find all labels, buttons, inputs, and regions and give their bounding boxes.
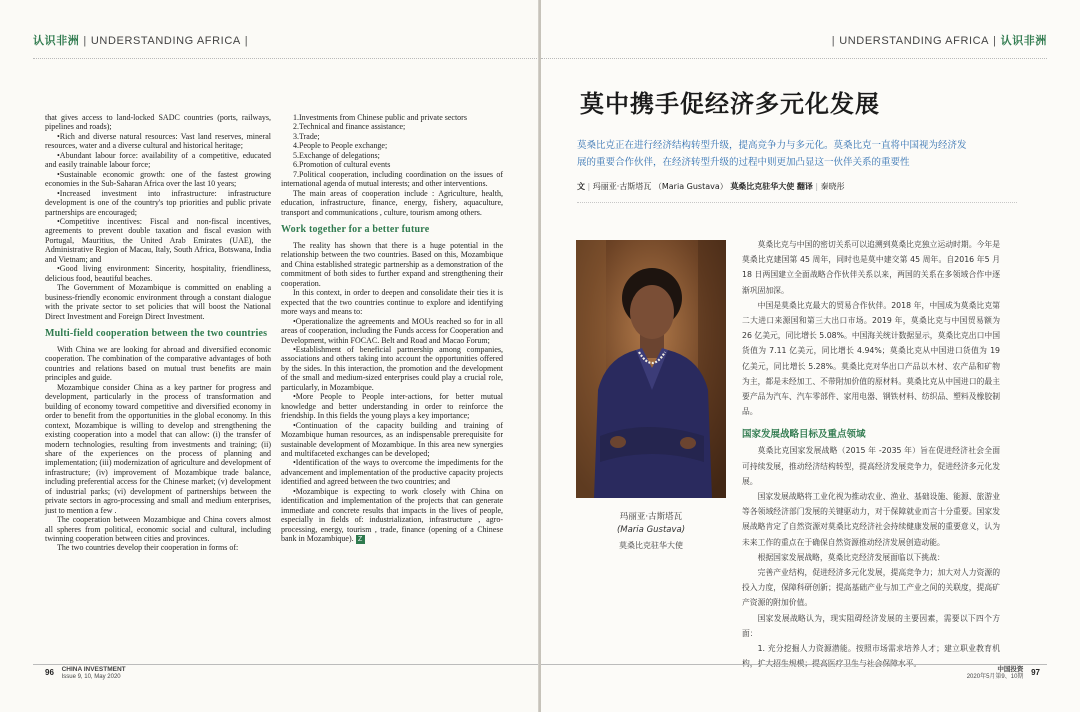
caption-name-cn: 玛丽亚·古斯塔瓦: [619, 512, 683, 522]
paragraph: 中国是莫桑比克最大的贸易合作伙伴。2018 年，中国成为莫桑比克第二大进口来源国和第三大出口市场。2019 年，莫桑比克与中国贸易额为 26 亿美元，同比增长 5.08%。中国海关统计数据显示，莫桑比克出口中国货值为 7.11 亿美元，同比增长 4.94%；莫桑比克从中国进口货值为 19 亿美元，同比增长 5.28%。莫桑比克对华出口产品以木材、农产品和矿物为主，都是未经加工、不带附加价值的原材料。莫桑比克从中国进口的最主要产品为汽车、汽车零部件、家用电器、钢铁材料、纺织品、塑料及橡胶制品。: [742, 300, 1000, 417]
paragraph: 1. 充分挖掘人力资源潜能。按照市场需求培养人才；建立职业教育机构，扩大招生规模；提高医疗卫生与社会保障水平。: [742, 644, 1000, 669]
magazine-name: 中国投资: [997, 666, 1024, 673]
footer-right: [967, 666, 1040, 681]
header-separator: |: [993, 35, 997, 47]
footer-rule: [33, 664, 539, 665]
list-item: 3.Trade;: [293, 131, 320, 141]
bullet-item: •Rich and diverse natural resources: Vast land reserves, mineral resources, water and a diverse cultural and historical heritage;: [45, 131, 271, 151]
list-item: 1.Investments from Chinese public and private sectors: [293, 113, 467, 122]
english-column-2: [281, 113, 503, 544]
article-dek-line: 展的重要合作伙伴，在经济转型升级的过程中则更加凸显这一伙伴关系的重要性: [577, 157, 910, 168]
byline-role: 莫桑比克驻华大使: [730, 182, 795, 191]
bullet-item: •Identification of the ways to overcome the impediments for the advancement and implementation of the productive capacity projects identified and agreed between the two countries; and: [281, 458, 503, 487]
header-rule: [541, 58, 1047, 59]
footer-left: [45, 666, 126, 681]
paragraph: 莫桑比克国家发展战略（2015 年 -2035 年）旨在促进经济社会全面可持续发展，推动经济结构转型，提高经济发展竞争力，促进经济多元化发展。: [742, 446, 1000, 486]
section-label-en: UNDERSTANDING AFRICA: [90, 35, 241, 47]
byline: 文 | 玛丽亚·古斯塔瓦 （Maria Gustava） 莫桑比克驻华大使 翻译 | 秦晓彤: [577, 182, 845, 191]
list-item: 2.Technical and finance assistance;: [293, 122, 406, 132]
byline-author: 玛丽亚·古斯塔瓦 （Maria Gustava）: [592, 182, 728, 191]
running-header-left: [33, 32, 252, 48]
bullet-item: •Increased investment into infrastructure: infrastructure development is one of the country's top priorities and public private partnerships are encouraged;: [45, 188, 271, 217]
section-heading: Work together for a better future: [281, 223, 430, 235]
bullet-item: •Good living environment: Sincerity, hospitality, friendliness, delicious food, beautiful beaches.: [45, 264, 271, 283]
list-item: 5.Exchange of delegations;: [293, 150, 380, 160]
running-header-right: [828, 32, 1047, 48]
article-dek-line: 莫桑比克正在进行经济结构转型升级，提高竞争力与多元化。莫桑比克一直将中国视为经济发: [577, 140, 967, 151]
portrait-illustration: [576, 240, 726, 498]
caption-name-en: (Maria Gustava): [616, 525, 686, 535]
bullet-item: •More People to People inter-actions, for better mutual knowledge and better understanding in order to reinforce the friendship. In this fields the young plays a key importance;: [281, 392, 503, 421]
paragraph: that gives access to land-locked SADC countries (ports, railways, pipelines and roads);: [45, 113, 271, 132]
bullet-item: •Operationalize the agreements and MOUs reached so for in all areas of cooperation, including the Funds access for Cooperation and Development, within FOCAC. Belt and Road and Macao Forum;: [281, 316, 503, 345]
bullet-item: [281, 487, 503, 544]
header-rule: [33, 58, 539, 59]
paragraph: With China we are looking for abroad and diversified economic cooperation. The combination of the comparative advantages of both countries and relations based on mutual trust benefits are main principles and guide.: [45, 344, 271, 383]
paragraph: The cooperation between Mozambique and China covers almost all spheres from political, economic social and cultural, including twinning cooperation between cities and provinces.: [45, 515, 271, 544]
bullet-item: •Establishment of beneficial partnership among companies, associations and others taking into account the opportunities offered by the sides. In this interaction, the promotion and the development of the small and medium-sized enterprises could play a crucial role, particularly, in Mozambique.: [281, 344, 503, 392]
byline-translator: 秦晓彤: [820, 182, 845, 191]
bullet-text: •Mozambique is expecting to work closely with China on identification and implementation of the projects that can generate immediate and concrete results that impacts in the lives of people, especially in fields of: industrialization, infrastructure , agro-processing, energy, tourism , trade, finance (opening of a Chinese bank in Mozambique).: [281, 486, 503, 544]
issue-info: 2020年5月第9、10期: [966, 674, 1024, 680]
bullet-item: •Competitive incentives: Fiscal and non-fiscal incentives, agreements to prevent double taxation and fiscal evasion with Portugal, Mauritius, the United Arab Emirates (UAE), the Administrative Region of Macau, Italy, South Africa, Botswana, India and Vietnam; and: [45, 216, 271, 264]
article-headline: 莫中携手促经济多元化发展: [580, 90, 880, 118]
page-number: 97: [1031, 668, 1040, 678]
list-item: 7.Political cooperation, including coordination on the issues of international agenda of mutual interests; and other interventions.: [281, 169, 503, 189]
header-separator: |: [244, 35, 249, 47]
section-label-cn: 认识非洲: [33, 35, 80, 47]
paragraph: The Government of Mozambique is committed on enabling a business-friendly economic environment through a constant dialogue with the private sector to set policies that will boost the National Direct Investment and Foreign Direct Investment.: [45, 283, 271, 321]
bullet-item: •Sustainable economic growth: one of the fastest growing economies in the Sub-Saharan Africa over the last 10 years;: [45, 169, 271, 189]
issue-info: Issue 9, 10, May 2020: [61, 674, 121, 680]
byline-rule: [577, 202, 1017, 203]
caption-title: 莫桑比克驻华大使: [619, 541, 683, 550]
article-end-mark: Z: [356, 535, 365, 544]
section-label-cn: 认识非洲: [1000, 35, 1047, 47]
header-separator: |: [831, 35, 836, 47]
paragraph: 国家发展战略认为，现实阻碍经济发展的主要因素，需要以下四个方面：: [742, 613, 1000, 638]
page-number: 96: [45, 668, 54, 678]
paragraph: Mozambique consider China as a key partner for progress and development, particularly in the process of transformation and building of economy toward competitive and diversified economy in order to benefit from the opportunities in the global economy. In this context, Mozambique is willing to develop and strengthening the existing cooperation into a model that can allow: (i) the transfer of modern technologies, resulting from investments and training; (ii) share of the experiences on the process of planning and implementation; (iii) modernization of agriculture and development of infrastructure; (iv) improvement of Mozambique trade balance, including preferential access for the Chinese market; (v) development of industrial parks; (vi) development of partnerships between the private sectors in agro-processing and small and medium enterprises, just to mention a few .: [45, 382, 271, 515]
paragraph: The reality has shown that there is a huge potential in the relationship between the two countries. Based on this, Mozambique and China established strategic partnership as a demonstration of the commitment of both sides to further expand and strengthening their cooperation.: [281, 240, 503, 288]
section-label-en: UNDERSTANDING AFRICA: [839, 35, 990, 47]
bullet-item: •Abundant labour force: availability of a competitive, educated and easily trainable labour force;: [45, 150, 271, 170]
right-page: [541, 0, 1080, 712]
paragraph: 莫桑比克与中国的密切关系可以追溯到莫桑比克独立运动时期。今年是莫桑比克建国第 45 周年，同时也是莫中建交第 45 周年。自2016 年5 月18 日两国建立全面战略合作伙伴关系以来，两国的关系在多领域合作中逐渐巩固加深。: [742, 240, 1000, 295]
byline-label: 文: [577, 182, 585, 191]
paragraph: 完善产业结构，促进经济多元化发展，提高竞争力；加大对人力资源的投入力度，保障科研创新；提高基础产业与加工产业之间的关联度，提高矿产资源的附加价值。: [742, 568, 1000, 608]
magazine-name: CHINA INVESTMENT: [61, 666, 126, 673]
paragraph: 国家发展战略将工业化视为推动农业、渔业、基础设施、能源、旅游业等各领域经济部门发展的关键驱动力，对于保障就业而言十分重要。国家发展战略肯定了自然资源对莫桑比克经济社会持续健康发展的重要意义，认为未来工作的重点在于确保自然资源推动经济发展创造动能。: [742, 492, 1000, 547]
paragraph: 根据国家发展战略，莫桑比克经济发展面临以下挑战：: [757, 552, 945, 562]
left-page: [0, 0, 539, 712]
ambassador-portrait: [576, 240, 726, 498]
footer-rule: [541, 664, 1047, 665]
byline-translate-label: 翻译: [796, 182, 813, 191]
paragraph: In this context, in order to deepen and consolidate their ties it is expected that the two countries continue to explore and identifying more ways and means to:: [281, 288, 503, 317]
paragraph: The main areas of cooperation include : Agriculture, health, education, infrastructure, finance, energy, fishery, aquaculture, transport and communications , culture, tourism among others.: [281, 188, 503, 217]
section-heading: 国家发展战略目标及重点领域: [742, 429, 866, 441]
chinese-body-text: [742, 237, 1000, 671]
header-separator: |: [83, 35, 87, 47]
english-column-1: [45, 113, 271, 553]
section-heading: Multi-field cooperation between the two countries: [45, 327, 268, 339]
paragraph: The two countries develop their cooperation in forms of:: [57, 543, 239, 553]
list-item: 4.People to People exchange;: [293, 141, 388, 151]
bullet-item: •Continuation of the capacity building and training of Mozambique human resources, as an indispensable prerequisite for sustainable development of Mozambique. In this area new synergies and multifaceted exchanges can be developed;: [281, 420, 503, 458]
list-item: 6.Promotion of cultural events: [293, 160, 391, 170]
